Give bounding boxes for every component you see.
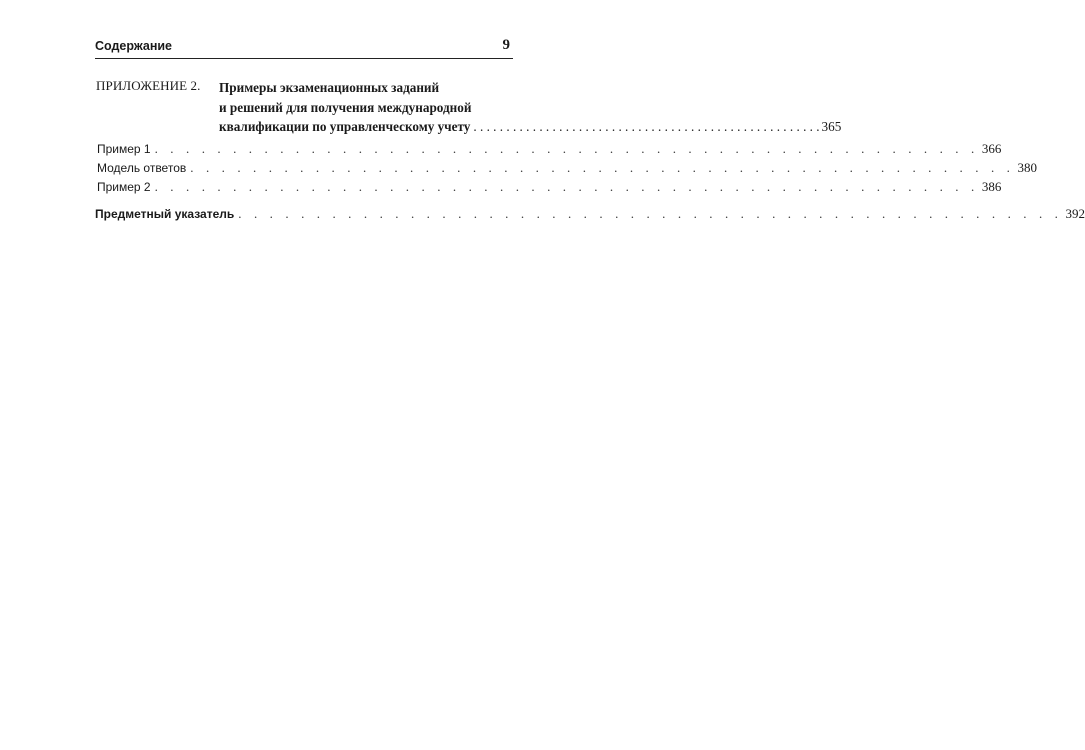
running-header [95, 36, 513, 59]
toc-entry[interactable] [95, 160, 1037, 179]
appendix-page-number: 365 [821, 119, 842, 134]
toc-appendix-entry[interactable] [95, 78, 842, 138]
toc-entry-page: 380 [1017, 160, 1037, 175]
toc-index-entry[interactable] [95, 206, 1085, 225]
table-of-contents [95, 78, 1085, 225]
appendix-label: ПРИЛОЖЕНИЕ 2. [96, 78, 201, 93]
appendix-title-line-3-row [219, 117, 842, 137]
appendix-title-line-2: и решений для получения международной [219, 99, 472, 115]
appendix-title [219, 78, 842, 137]
toc-entry[interactable] [95, 179, 1002, 198]
toc-entry-page: 386 [981, 179, 1002, 194]
index-title: Предметный указатель [95, 207, 235, 221]
header-section-title: Содержание [95, 39, 173, 53]
dot-leader: . . . . . . . . . . . . . . . . . . . . . . . . . . . . . . . . . . . . . . . . . . . . . . . . . . . . . [238, 206, 1063, 221]
toc-entry-page: 366 [981, 141, 1002, 156]
dot-leader: . . . . . . . . . . . . . . . . . . . . . . . . . . . . . . . . . . . . . . . . . . . . . . . . . . . . . [154, 179, 979, 194]
toc-entry-title: Пример 1 [97, 142, 151, 156]
dot-leader: . . . . . . . . . . . . . . . . . . . . . . . . . . . . . . . . . . . . . . . . . . . . . . . . . . . . . [190, 160, 1015, 175]
toc-sub-entries [95, 141, 1037, 198]
header-page-number: 9 [502, 37, 510, 53]
appendix-title-line-1: Примеры экзаменационных заданий [219, 80, 440, 95]
toc-entry[interactable] [95, 141, 1002, 160]
appendix-title-line-3: квалификации по управленческому учету [219, 119, 471, 134]
index-page-number: 392 [1065, 206, 1085, 221]
toc-entry-title: Пример 2 [97, 180, 151, 194]
appendix-dot-leader: . . . . . . . . . . . . . . . . . . . . . . . . . . . . . . . . . . . . . . . . . . . . . . . . . . . . . [473, 119, 820, 134]
toc-entry-title: Модель ответов [97, 161, 187, 175]
dot-leader: . . . . . . . . . . . . . . . . . . . . . . . . . . . . . . . . . . . . . . . . . . . . . . . . . . . . . [154, 141, 979, 156]
